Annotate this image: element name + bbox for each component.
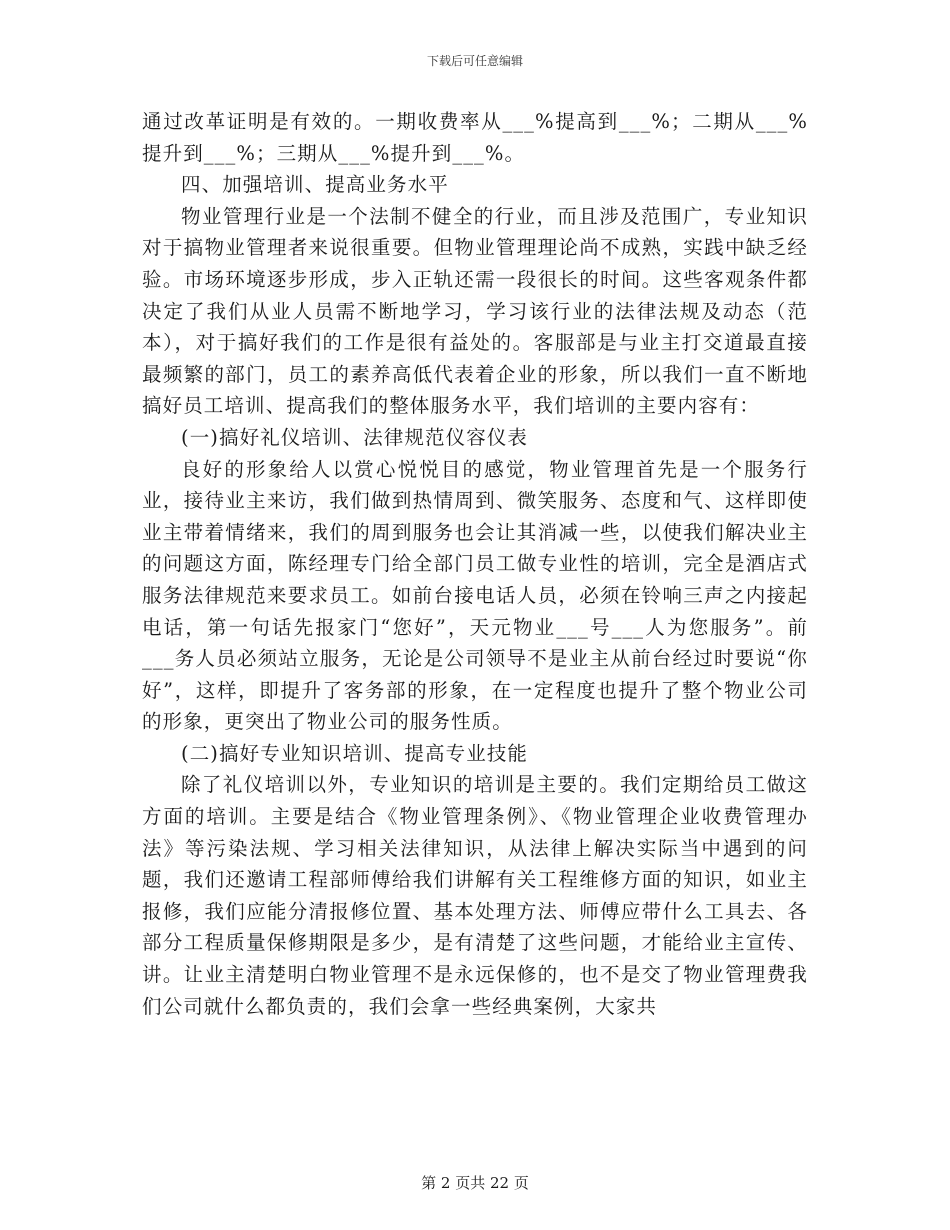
paragraph-fee-rates: 通过改革证明是有效的。一期收费率从___%提高到___%；二期从___%提升到___%；三期从___%提升到___%。 <box>142 110 808 165</box>
paragraph-training-intro: 物业管理行业是一个法制不健全的行业，而且涉及范围广，专业知识对于搞物业管理者来说很重要。但物业管理理论尚不成熟，实践中缺乏经验。市场环境逐步形成，步入正轨还需一段很长的时间。这些客观条件都决定了我们从业人员需不断地学习，学习该行业的法律法规及动态（范本），对于搞好我们的工作是很有益处的。客服部是与业主打交道最直接最频繁的部门，员工的素养高低代表着企业的形象，所以我们一直不断地搞好员工培训、提高我们的整体服务水平，我们培训的主要内容有： <box>142 204 808 418</box>
subheading-etiquette-training: (一)搞好礼仪培训、法律规范仪容仪表 <box>181 425 529 449</box>
section-heading-training: 四、加强培训、提高业务水平 <box>181 173 449 197</box>
subheading-professional-training: (二)搞好专业知识培训、提高专业技能 <box>181 741 529 765</box>
page-header-note: 下载后可任意编辑 <box>426 54 523 68</box>
document-body <box>142 106 808 1022</box>
paragraph-etiquette-training: 良好的形象给人以赏心悦悦目的感觉，物业管理首先是一个服务行业，接待业主来访，我们做到热情周到、微笑服务、态度和气、这样即使业主带着情绪来，我们的周到服务也会让其消减一些，以使我们解决业主的问题这方面，陈经理专门给全部门员工做专业性的培训，完全是酒店式服务法律规范来要求员工。如前台接电话人员，必须在铃响三声之内接起电话，第一句话先报家门“您好”，天元物业___号___人为您服务”。前___务人员必须站立服务，无论是公司领导不是业主从前台经过时要说“你好”，这样，即提升了客务部的形象，在一定程度也提升了整个物业公司的形象，更突出了物业公司的服务性质。 <box>142 457 808 734</box>
paragraph-professional-training: 除了礼仪培训以外，专业知识的培训是主要的。我们定期给员工做这方面的培训。主要是结合《物业管理条例》、《物业管理企业收费管理办法》等污染法规、学习相关法律知识，从法律上解决实际当中遇到的问题，我们还邀请工程部师傅给我们讲解有关工程维修方面的知识，如业主报修，我们应能分清报修位置、基本处理方法、师傅应带什么工具去、各部分工程质量保修期限是多少，是有清楚了这些问题，才能给业主宣传、讲。让业主清楚明白物业管理不是永远保修的，也不是交了物业管理费我们公司就什么都负责的，我们会拿一些经典案例，大家共 <box>142 773 808 1018</box>
page-number: 第 2 页共 22 页 <box>421 1174 529 1192</box>
